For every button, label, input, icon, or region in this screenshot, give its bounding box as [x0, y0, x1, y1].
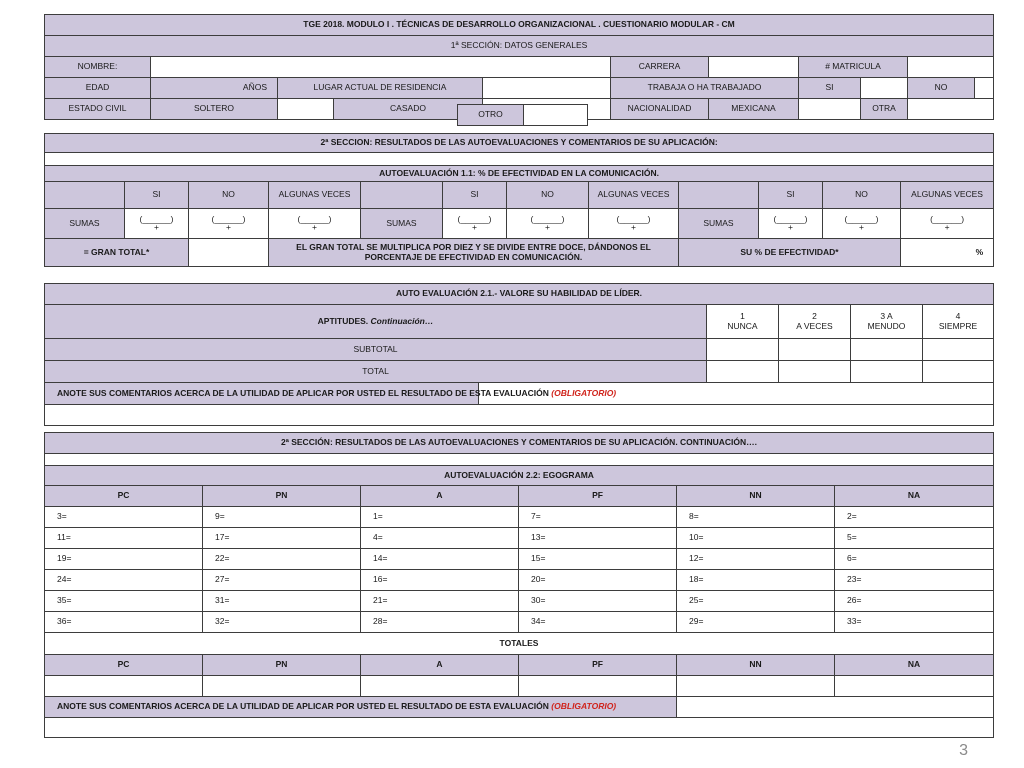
carrera-field[interactable] [709, 57, 799, 78]
page-number: 3 [959, 742, 968, 759]
table-row [45, 570, 994, 591]
plus-sign: + [631, 222, 636, 233]
matricula-label: # MATRICULA [799, 57, 908, 78]
spacer-row [45, 454, 994, 466]
group-3-si: SI [759, 182, 823, 209]
total-cell[interactable] [45, 676, 203, 697]
sum-field[interactable] [125, 209, 189, 239]
egogram-cell[interactable]: 1= [361, 507, 519, 528]
table-row [45, 507, 994, 528]
group-1-algunas: ALGUNAS VECES [269, 182, 361, 209]
scale-2-header [779, 305, 851, 339]
egogram-cell[interactable]: 2= [835, 507, 994, 528]
totals-header-a: A [361, 655, 519, 676]
trabaja-no-label: NO [908, 78, 975, 99]
group-3-blank [679, 182, 759, 209]
egogram-cell[interactable]: 30= [519, 591, 677, 612]
paren-blank: (______) [930, 213, 965, 224]
group-2-si: SI [443, 182, 507, 209]
totals-header-pf: PF [519, 655, 677, 676]
egogram-cell[interactable]: 19= [45, 549, 203, 570]
paren-blank: (______) [530, 213, 565, 224]
trabaja-no-field[interactable] [975, 78, 994, 99]
efectividad-label: SU % DE EFECTIVIDAD* [679, 239, 901, 267]
otra-field[interactable] [908, 99, 994, 120]
comment-prompt [45, 383, 617, 405]
egogram-cell[interactable]: 20= [519, 570, 677, 591]
scale-label: MENUDO [867, 320, 906, 331]
comment-field-line2[interactable] [45, 405, 994, 426]
nacionalidad-label: NACIONALIDAD [611, 99, 709, 120]
egogram-cell[interactable]: 36= [45, 612, 203, 633]
sumas-label-3: SUMAS [679, 209, 759, 239]
egogram-cell[interactable]: 27= [203, 570, 361, 591]
scale-4-header [923, 305, 994, 339]
matricula-field[interactable] [908, 57, 994, 78]
group-1-si: SI [125, 182, 189, 209]
total-cell[interactable] [677, 676, 835, 697]
sum-field[interactable] [443, 209, 507, 239]
group-2-algunas: ALGUNAS VECES [589, 182, 679, 209]
edad-label: EDAD [45, 78, 151, 99]
egogram-cell[interactable]: 18= [677, 570, 835, 591]
otro-field[interactable] [524, 105, 588, 126]
paren-blank: (______) [616, 213, 651, 224]
sum-field[interactable] [759, 209, 823, 239]
egogram-cell[interactable]: 25= [677, 591, 835, 612]
egogram-cell[interactable]: 4= [361, 528, 519, 549]
plus-sign: + [472, 222, 477, 233]
total-field[interactable] [851, 361, 923, 383]
form-title: TGE 2018. MODULO I . TÉCNICAS DE DESARROLLO ORGANIZACIONAL . CUESTIONARIO MODULAR - CM [45, 15, 994, 36]
obligatorio-label: (OBLIGATORIO) [551, 387, 617, 398]
egogram-cell[interactable]: 13= [519, 528, 677, 549]
comment-field[interactable] [677, 697, 994, 718]
aptitudes-label: APTITUDES. [317, 315, 369, 326]
nombre-label: NOMBRE: [45, 57, 151, 78]
estado-civil-otro [457, 104, 588, 126]
egogram-cell[interactable]: 17= [203, 528, 361, 549]
egogram-table [44, 432, 994, 738]
egogram-cell[interactable]: 15= [519, 549, 677, 570]
egogram-cell[interactable]: 34= [519, 612, 677, 633]
egogram-cell[interactable]: 12= [677, 549, 835, 570]
subtotal-field[interactable] [707, 339, 779, 361]
egogram-cell[interactable]: 26= [835, 591, 994, 612]
auto-1-1-heading: AUTOEVALUACIÓN 1.1: % DE EFECTIVIDAD EN LA COMUNICACIÓN. [45, 166, 994, 182]
plus-sign: + [226, 222, 231, 233]
col-header-pf: PF [519, 486, 677, 507]
egogram-cell[interactable]: 3= [45, 507, 203, 528]
paren-blank: (______) [773, 213, 808, 224]
group-2-no: NO [507, 182, 589, 209]
scale-num: 2 [812, 311, 817, 322]
egogram-cell[interactable]: 22= [203, 549, 361, 570]
trabaja-label: TRABAJA O HA TRABAJADO [611, 78, 799, 99]
table-row [45, 528, 994, 549]
nombre-field[interactable] [151, 57, 611, 78]
scale-1-header [707, 305, 779, 339]
group-2-blank [361, 182, 443, 209]
estado-civil-label: ESTADO CIVIL [45, 99, 151, 120]
sum-field[interactable] [901, 209, 994, 239]
plus-sign: + [545, 222, 550, 233]
table-row [45, 549, 994, 570]
trabaja-si-field[interactable] [861, 78, 908, 99]
comment-prompt-2 [45, 697, 677, 718]
egogram-cell[interactable]: 28= [361, 612, 519, 633]
egogram-cell[interactable]: 33= [835, 612, 994, 633]
egogram-cell[interactable]: 5= [835, 528, 994, 549]
scale-label: NUNCA [727, 320, 758, 331]
egogram-cell[interactable]: 14= [361, 549, 519, 570]
egogram-cell[interactable]: 7= [519, 507, 677, 528]
plus-sign: + [154, 222, 159, 233]
paren-blank: (______) [211, 213, 246, 224]
paren-blank: (______) [844, 213, 879, 224]
communication-table [44, 133, 994, 267]
soltero-label: SOLTERO [151, 99, 278, 120]
otra-label: OTRA [861, 99, 908, 120]
gran-total-explanation: EL GRAN TOTAL SE MULTIPLICA POR DIEZ Y SE DIVIDE ENTRE DOCE, DÁNDONOS EL PORCENTAJE DE EFECTIVIDAD EN COMUNICACIÓN. [269, 239, 679, 267]
carrera-label: CARRERA [611, 57, 709, 78]
sum-field[interactable] [189, 209, 269, 239]
totals-header-nn: NN [677, 655, 835, 676]
egogram-cell[interactable]: 29= [677, 612, 835, 633]
egogram-cell[interactable]: 8= [677, 507, 835, 528]
egogram-cell[interactable]: 10= [677, 528, 835, 549]
egogram-cell[interactable]: 11= [45, 528, 203, 549]
egogram-cell[interactable]: 21= [361, 591, 519, 612]
efectividad-field[interactable]: % [901, 239, 994, 267]
anios-label: AÑOS [151, 78, 278, 99]
group-1-blank [45, 182, 125, 209]
totals-header-na: NA [835, 655, 994, 676]
subtotal-field[interactable] [851, 339, 923, 361]
gran-total-field[interactable] [189, 239, 269, 267]
gran-total-label: = GRAN TOTAL* [45, 239, 189, 267]
group-3-no: NO [823, 182, 901, 209]
paren-blank: (______) [457, 213, 492, 224]
paren-blank: (______) [297, 213, 332, 224]
plus-sign: + [788, 222, 793, 233]
plus-sign: + [312, 222, 317, 233]
scale-num: 3 A [880, 311, 893, 322]
scale-num: 4 [955, 311, 961, 322]
sum-field[interactable] [507, 209, 589, 239]
residencia-field[interactable] [483, 78, 611, 99]
totales-heading: TOTALES [45, 633, 994, 655]
total-cell[interactable] [835, 676, 994, 697]
comment-text: ANOTE SUS COMENTARIOS ACERCA DE LA UTILIDAD DE APLICAR POR USTED EL RESULTADO DE ESTA EVALUACIÓN [57, 701, 549, 712]
sum-field[interactable] [589, 209, 679, 239]
col-header-pc: PC [45, 486, 203, 507]
plus-sign: + [944, 222, 950, 233]
soltero-field[interactable] [278, 99, 334, 120]
total-field[interactable] [779, 361, 851, 383]
total-field[interactable] [923, 361, 994, 383]
col-header-pn: PN [203, 486, 361, 507]
total-field[interactable] [707, 361, 779, 383]
paren-blank: (______) [139, 213, 174, 224]
mexicana-label: MEXICANA [709, 99, 799, 120]
egogram-cell[interactable]: 24= [45, 570, 203, 591]
subtotal-label: SUBTOTAL [45, 339, 707, 361]
scale-num: 1 [740, 311, 745, 322]
sum-field[interactable] [823, 209, 901, 239]
table-row [45, 591, 994, 612]
auto-2-1-heading: AUTO EVALUACIÓN 2.1.- VALORE SU HABILIDAD DE LÍDER. [45, 284, 994, 305]
egogram-cell[interactable]: 35= [45, 591, 203, 612]
scale-3-header [851, 305, 923, 339]
totals-header-pc: PC [45, 655, 203, 676]
group-1-no: NO [189, 182, 269, 209]
total-cell[interactable] [203, 676, 361, 697]
section-2-heading: 2ª SECCION: RESULTADOS DE LAS AUTOEVALUACIONES Y COMENTARIOS DE SU APLICACIÓN: [45, 134, 994, 153]
trabaja-si-label: SI [799, 78, 861, 99]
egogram-cell[interactable]: 6= [835, 549, 994, 570]
scale-label: SIEMPRE [938, 320, 978, 331]
sumas-label-1: SUMAS [45, 209, 125, 239]
egogram-cell[interactable]: 16= [361, 570, 519, 591]
subtotal-field[interactable] [923, 339, 994, 361]
totals-header-pn: PN [203, 655, 361, 676]
egogram-cell[interactable]: 23= [835, 570, 994, 591]
egogram-cell[interactable]: 9= [203, 507, 361, 528]
total-label: TOTAL [45, 361, 707, 383]
auto-2-2-heading: AUTOEVALUACIÓN 2.2: EGOGRAMA [45, 466, 994, 486]
leadership-table [44, 283, 994, 426]
sum-field[interactable] [269, 209, 361, 239]
scale-label: A VECES [796, 320, 833, 331]
aptitudes-header [45, 305, 707, 339]
casado-label: CASADO [334, 99, 483, 120]
otro-label: OTRO [458, 105, 524, 126]
section-2-cont-heading: 2ª SECCIÓN: RESULTADOS DE LAS AUTOEVALUACIONES Y COMENTARIOS DE SU APLICACIÓN. CONTINUACIÓN…. [45, 433, 994, 454]
plus-sign: + [859, 222, 864, 233]
col-header-a: A [361, 486, 519, 507]
continuacion-label: Continuación… [370, 315, 434, 326]
egogram-cell[interactable]: 31= [203, 591, 361, 612]
obligatorio-label: (OBLIGATORIO) [551, 701, 617, 712]
col-header-nn: NN [677, 486, 835, 507]
total-cell[interactable] [519, 676, 677, 697]
col-header-na: NA [835, 486, 994, 507]
table-row [45, 612, 994, 633]
comment-text: ANOTE SUS COMENTARIOS ACERCA DE LA UTILIDAD DE APLICAR POR USTED EL RESULTADO DE ESTA EVALUACIÓN [57, 387, 549, 398]
spacer-row [45, 153, 994, 166]
total-cell[interactable] [361, 676, 519, 697]
section-1-heading: 1ª SECCIÓN: DATOS GENERALES [45, 36, 994, 57]
mexicana-field[interactable] [799, 99, 861, 120]
group-3-algunas: ALGUNAS VECES [901, 182, 994, 209]
sumas-label-2: SUMAS [361, 209, 443, 239]
comment-field-line2[interactable] [45, 718, 994, 738]
egogram-cell[interactable]: 32= [203, 612, 361, 633]
residencia-label: LUGAR ACTUAL DE RESIDENCIA [278, 78, 483, 99]
subtotal-field[interactable] [779, 339, 851, 361]
